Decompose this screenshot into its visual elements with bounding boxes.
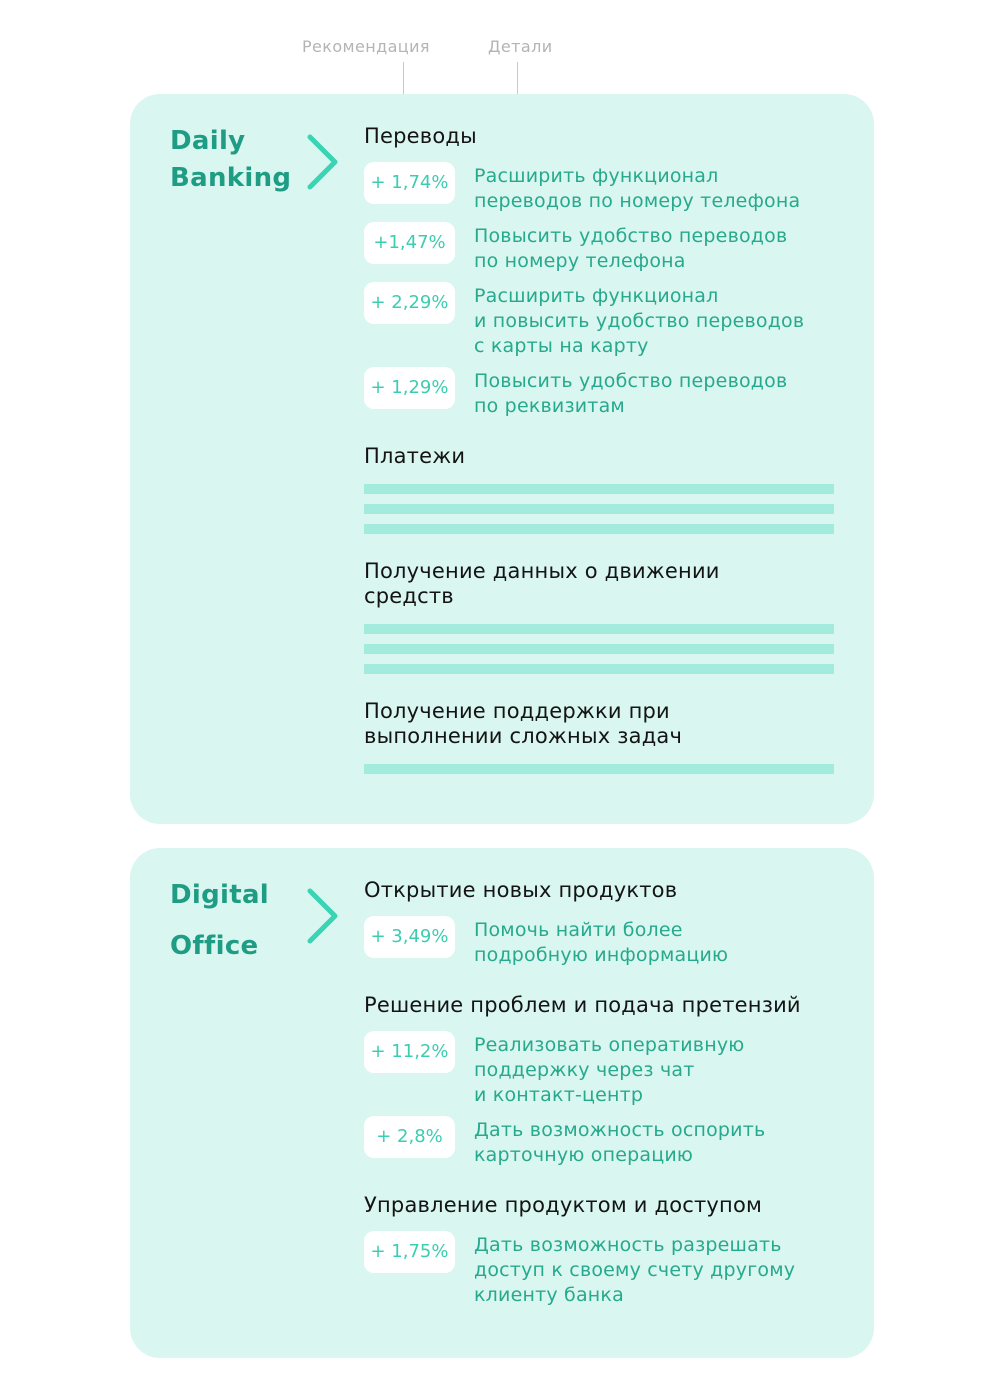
detail-line: Повысить удобство переводов [474, 370, 788, 392]
brand-line: Daily [170, 126, 246, 156]
detail-line: с карты на карту [474, 335, 649, 357]
annotation-recommendation: Рекомендация [302, 37, 430, 56]
detail-line: Реализовать оперативную [474, 1034, 745, 1056]
category-title-account-movements [364, 559, 720, 609]
score-badge: + 11,2% [364, 1031, 455, 1073]
score-badge: +1,47% [364, 222, 455, 264]
recommendation-detail [474, 224, 864, 274]
category-title-product-access: Управление продуктом и доступом [364, 1193, 763, 1217]
detail-line: доступ к своему счету другому [474, 1259, 796, 1281]
score-badge: + 3,49% [364, 916, 455, 958]
category-line: средств [364, 584, 454, 608]
chevron-right-icon [304, 132, 340, 192]
brand-line: Office [170, 931, 259, 961]
category-title-new-products: Открытие новых продуктов [364, 878, 678, 902]
recommendation-detail [474, 918, 864, 968]
placeholder-bar [364, 624, 834, 634]
category-title-claims: Решение проблем и подача претензий [364, 993, 801, 1017]
recommendation-detail [474, 1233, 864, 1308]
category-title-transfers: Переводы [364, 124, 477, 148]
daily-banking-card [130, 94, 874, 824]
detail-line: карточную операцию [474, 1144, 694, 1166]
detail-line: Расширить функционал [474, 285, 719, 307]
category-line: Получение поддержки при [364, 699, 670, 723]
recommendation-detail [474, 1033, 864, 1108]
chevron-right-icon [304, 886, 340, 946]
daily-banking-title [170, 123, 291, 197]
detail-line: Помочь найти более [474, 919, 683, 941]
detail-line: клиенту банка [474, 1284, 624, 1306]
recommendation-detail [474, 369, 864, 419]
brand-line: Digital [170, 880, 270, 910]
recommendation-detail [474, 1118, 864, 1168]
recommendation-detail [474, 164, 864, 214]
detail-line: Дать возможность оспорить [474, 1119, 766, 1141]
score-badge: + 1,75% [364, 1231, 455, 1273]
placeholder-bar [364, 484, 834, 494]
detail-line: поддержку через чат [474, 1059, 695, 1081]
placeholder-bar [364, 764, 834, 774]
category-line: Получение данных о движении [364, 559, 720, 583]
recommendation-detail [474, 284, 864, 359]
detail-line: и повысить удобство переводов [474, 310, 805, 332]
score-badge: + 1,74% [364, 162, 455, 204]
placeholder-bar [364, 644, 834, 654]
annotation-details: Детали [488, 37, 553, 56]
digital-office-card [130, 848, 874, 1358]
detail-line: Расширить функционал [474, 165, 719, 187]
detail-line: Дать возможность разрешать [474, 1234, 782, 1256]
digital-office-title [170, 870, 269, 972]
category-title-payments: Платежи [364, 444, 466, 468]
detail-line: Повысить удобство переводов [474, 225, 788, 247]
score-badge: + 1,29% [364, 367, 455, 409]
placeholder-bar [364, 664, 834, 674]
detail-line: подробную информацию [474, 944, 729, 966]
placeholder-bar [364, 504, 834, 514]
detail-line: и контакт-центр [474, 1084, 644, 1106]
detail-line: по реквизитам [474, 395, 625, 417]
detail-line: переводов по номеру телефона [474, 190, 801, 212]
placeholder-bar [364, 524, 834, 534]
score-badge: + 2,8% [364, 1116, 455, 1158]
category-line: выполнении сложных задач [364, 724, 683, 748]
category-title-support [364, 699, 682, 749]
brand-line: Banking [170, 163, 292, 193]
detail-line: по номеру телефона [474, 250, 686, 272]
score-badge: + 2,29% [364, 282, 455, 324]
